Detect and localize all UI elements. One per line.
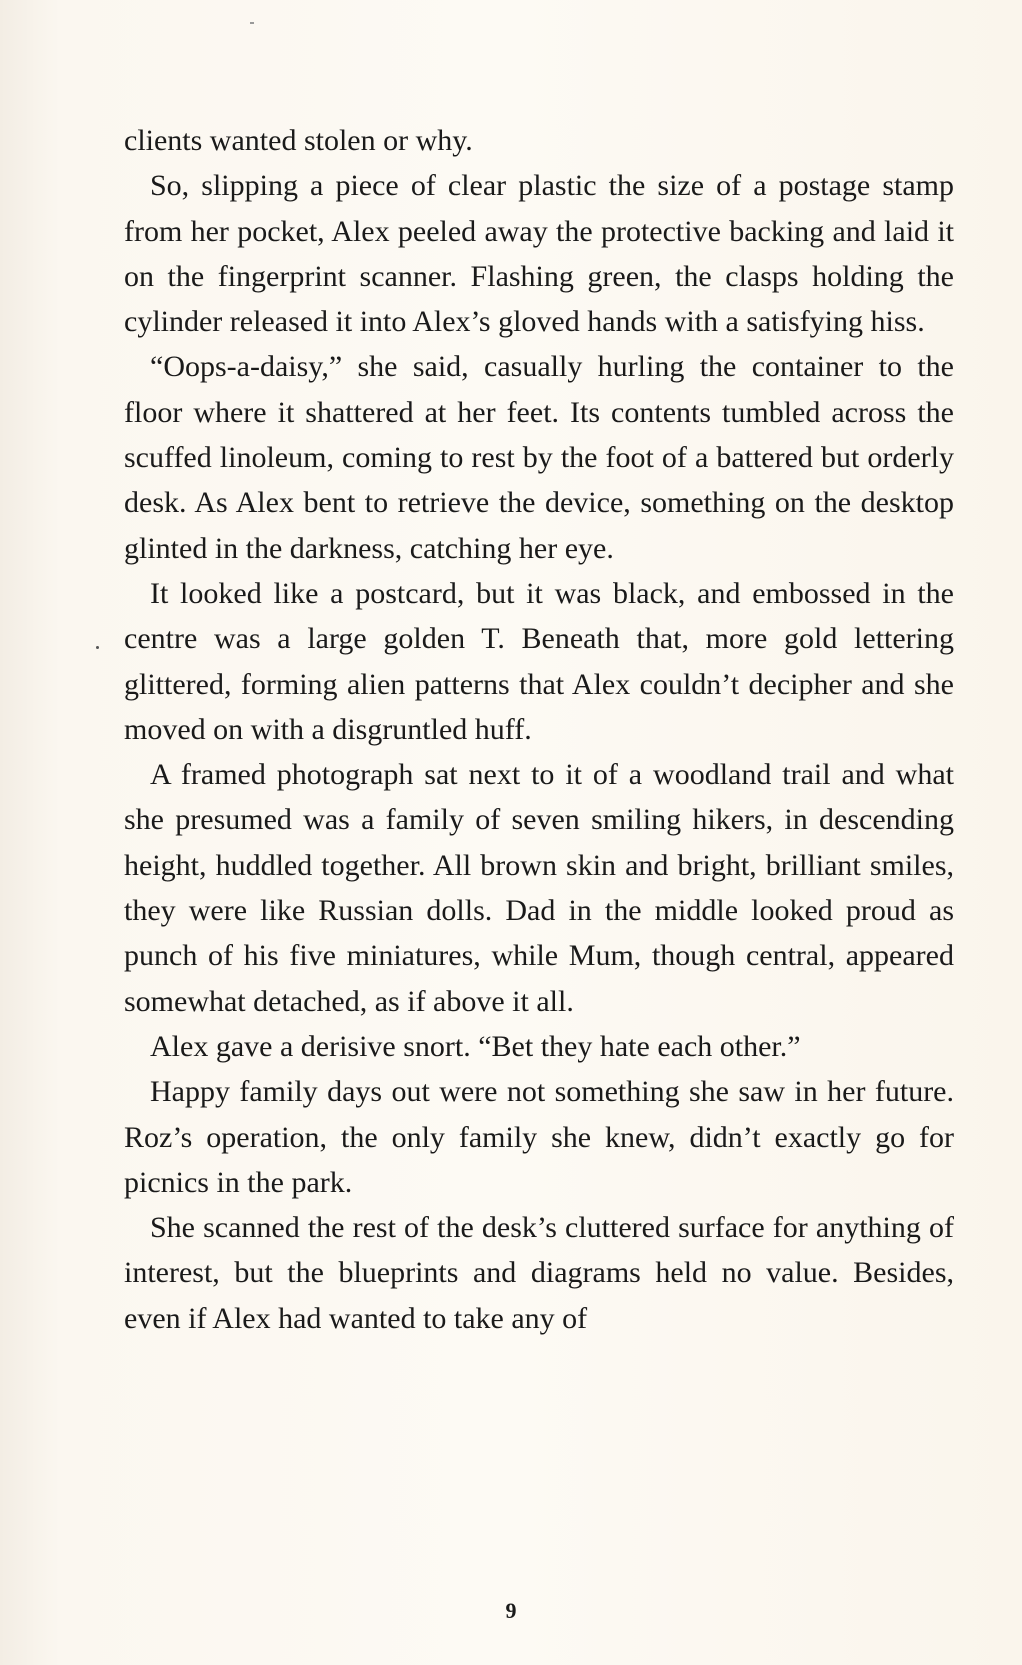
paragraph: clients wanted stolen or why. bbox=[124, 124, 473, 157]
paragraph: Alex gave a derisive snort. “Bet they hate each other.” bbox=[150, 1029, 801, 1063]
paragraph: A framed photograph sat next to it of a woodland trail and what she presumed was a family of seven smiling hikers, in descending height, huddled together. All brown skin and bright, brilliant smiles, they were like Russian dolls. Dad in the middle looked proud as punch of his five miniatures, while Mum, though central, appeared somewhat detached, as if above it all. bbox=[124, 758, 954, 1018]
body-text bbox=[124, 118, 954, 1341]
paragraph: Happy family days out were not something she saw in her future. Roz’s operation, the only family she knew, didn’t exactly go for picnics in the park. bbox=[124, 1075, 954, 1199]
paper-speck bbox=[250, 22, 254, 24]
paragraph: She scanned the rest of the desk’s cluttered surface for anything of interest, but the blueprints and diagrams held no value. Besides, even if Alex had wanted to take any of bbox=[124, 1211, 954, 1335]
page-number: 9 bbox=[505, 1598, 517, 1623]
paper-speck bbox=[96, 646, 99, 649]
paragraph: “Oops-a-daisy,” she said, casually hurling the container to the floor where it shattered at her feet. Its contents tumbled across the scuffed linoleum, coming to rest by the foot of a battered but orderly desk. As Alex bent to retrieve the device, something on the desktop glinted in the darkness, catching her eye. bbox=[124, 350, 954, 565]
paragraph: It looked like a postcard, but it was black, and embossed in the centre was a large golden T. Beneath that, more gold lettering glittered, forming alien patterns that Alex couldn’t decipher and she moved on with a disgruntled huff. bbox=[124, 576, 954, 746]
paragraph: So, slipping a piece of clear plastic the size of a postage stamp from her pocket, Alex peeled away the protective backing and laid it on the fingerprint scanner. Flashing green, the clasps holding the cylinder released it into Alex’s gloved hands with a satisfying hiss. bbox=[124, 169, 954, 339]
